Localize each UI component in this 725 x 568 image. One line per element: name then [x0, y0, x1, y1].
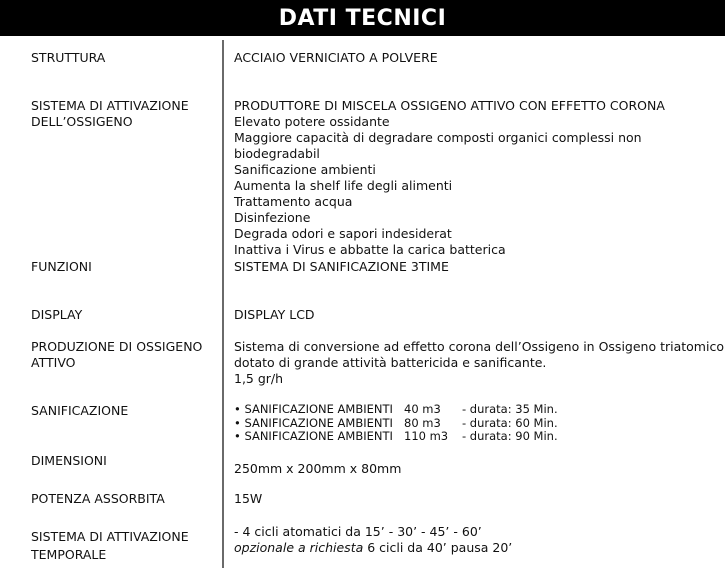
- label-line-2: DELL’OSSIGENO: [31, 114, 133, 129]
- value-produzione: [234, 339, 724, 387]
- list-item: Inattiva i Virus e abbatte la carica batterica: [234, 242, 506, 257]
- value-temporale: [234, 524, 512, 556]
- value-struttura: ACCIAIO VERNICIATO A POLVERE: [234, 50, 438, 65]
- sani-duration: - durata: 90 Min.: [462, 429, 558, 443]
- column-divider: [222, 40, 224, 568]
- sani-duration: - durata: 35 Min.: [462, 402, 558, 416]
- sani-name: • SANIFICAZIONE AMBIENTI: [234, 415, 393, 430]
- list-item: Elevato potere ossidante: [234, 114, 390, 129]
- list-item: Maggiore capacità di degradare composti organici complessi non biodegradabil: [234, 130, 642, 161]
- sani-volume: 80 m3: [404, 415, 441, 430]
- sanificazione-row: [234, 417, 558, 431]
- list-item: Aumenta la shelf life degli alimenti: [234, 178, 453, 193]
- sani-name: • SANIFICAZIONE AMBIENTI: [234, 402, 393, 416]
- value-line-3: 1,5 gr/h: [234, 371, 284, 386]
- label-line-2: ATTIVO: [31, 355, 76, 370]
- label-struttura: STRUTTURA: [31, 50, 106, 65]
- optional-detail: 6 cicli da 40’ pausa 20’: [363, 540, 513, 555]
- list-item: Trattamento acqua: [234, 194, 353, 209]
- label-line-1: PRODUZIONE DI OSSIGENO: [31, 339, 203, 354]
- page-title: DATI TECNICI: [278, 5, 447, 31]
- value-line-1: - 4 cicli atomatici da 15’ - 30’ - 45’ - 60’: [234, 524, 482, 539]
- label-line-2: TEMPORALE: [31, 547, 107, 562]
- sani-volume: 40 m3: [404, 402, 441, 416]
- label-line-1: SISTEMA DI ATTIVAZIONE: [31, 529, 189, 544]
- value-line-1: Sistema di conversione ad effetto corona dell’Ossigeno in Ossigeno triatomico: [234, 339, 724, 354]
- value-potenza: 15W: [234, 491, 263, 506]
- value-line-2: dotato di grande attività battericida e sanificante.: [234, 355, 547, 370]
- label-temporale: [31, 528, 189, 564]
- sani-volume: 110 m3: [404, 429, 449, 443]
- label-funzioni: FUNZIONI: [31, 259, 92, 274]
- sani-duration: - durata: 60 Min.: [462, 415, 558, 430]
- label-dimensioni: DIMENSIONI: [31, 453, 107, 468]
- optional-note: opzionale a richiesta: [234, 540, 364, 555]
- label-sistema-ossigeno: [31, 98, 189, 130]
- value-heading: PRODUTTORE DI MISCELA OSSIGENO ATTIVO CON EFFETTO CORONA: [234, 98, 665, 113]
- value-sistema-ossigeno: [234, 98, 725, 258]
- list-item: Sanificazione ambienti: [234, 162, 376, 177]
- title-bar: [0, 0, 725, 36]
- sanificazione-row: [234, 430, 558, 444]
- label-line-1: SISTEMA DI ATTIVAZIONE: [31, 98, 189, 113]
- list-item: Disinfezione: [234, 210, 311, 225]
- sani-name: • SANIFICAZIONE AMBIENTI: [234, 429, 393, 443]
- label-sanificazione: SANIFICAZIONE: [31, 403, 129, 418]
- label-produzione: [31, 339, 202, 371]
- value-line-2: [234, 540, 512, 556]
- value-display: DISPLAY LCD: [234, 307, 315, 322]
- value-sanificazione: [234, 403, 558, 444]
- value-dimensioni: 250mm x 200mm x 80mm: [234, 461, 402, 476]
- value-funzioni: SISTEMA DI SANIFICAZIONE 3TIME: [234, 259, 449, 274]
- list-item: Degrada odori e sapori indesiderat: [234, 226, 452, 241]
- sanificazione-row: [234, 403, 558, 417]
- label-potenza: POTENZA ASSORBITA: [31, 491, 165, 506]
- label-display: DISPLAY: [31, 307, 83, 322]
